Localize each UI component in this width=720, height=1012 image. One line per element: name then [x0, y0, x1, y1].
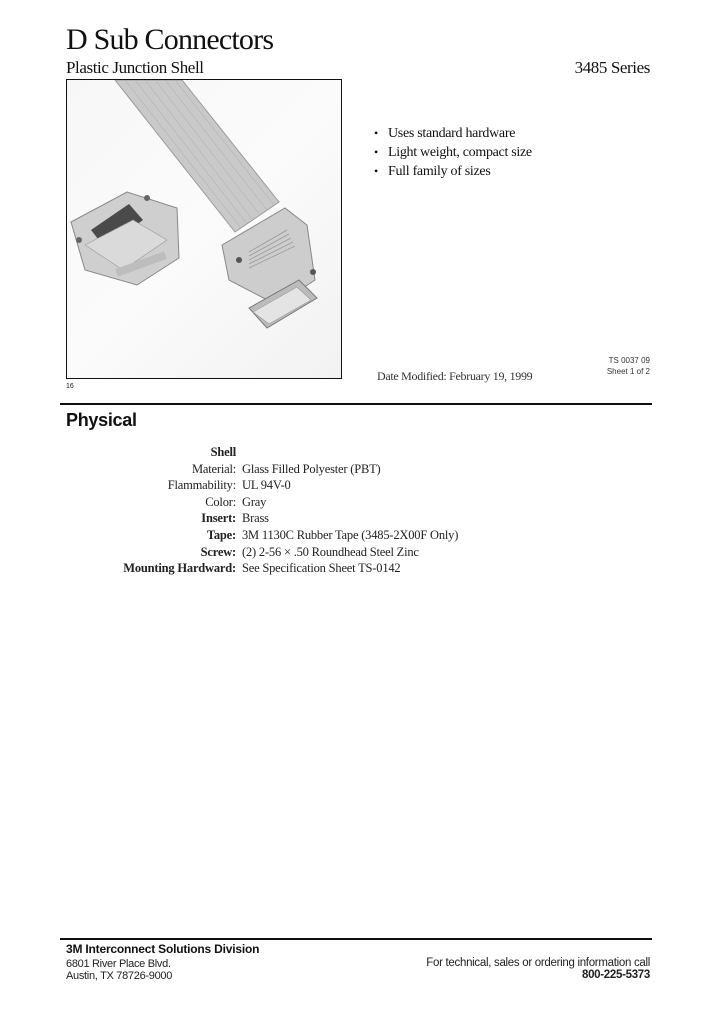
feature-item: • Uses standard hardware: [374, 126, 516, 141]
spec-row: Screw: (2) 2-56 × .50 Roundhead Steel Zinc: [200, 544, 419, 559]
doc-number: TS 0037 09: [608, 356, 650, 365]
spec-row: Color: Gray: [205, 494, 267, 509]
footer-contact: [426, 957, 650, 981]
series-label: 3485 Series: [574, 58, 650, 77]
page-title: D Sub Connectors: [66, 23, 274, 56]
feature-item: • Full family of sizes: [374, 164, 491, 179]
bullet-icon: •: [374, 164, 378, 178]
date-modified: Date Modified: February 19, 1999: [377, 369, 533, 383]
contact-text: For technical, sales or ordering information call: [426, 957, 650, 969]
footer-company: 3M Interconnect Solutions Division: [66, 942, 260, 956]
bullet-icon: •: [374, 145, 378, 159]
spec-row: Flammability: UL 94V-0: [167, 478, 291, 493]
section-title-physical: Physical: [66, 410, 137, 430]
spec-row: Tape: 3M 1130C Rubber Tape (3485-2X00F Only): [206, 527, 459, 542]
footer-address: 6801 River Place Blvd. Austin, TX 78726-9000: [66, 958, 173, 982]
footer-divider: [60, 938, 652, 940]
page-number: 16: [66, 383, 74, 390]
spec-row: Mounting Hardward: See Specification Sheet TS-0142: [123, 561, 401, 576]
connector-photo: [66, 79, 342, 379]
physical-specs: [110, 444, 458, 577]
connector-illustration-icon: [67, 80, 341, 378]
feature-list: [374, 124, 532, 181]
bullet-icon: •: [374, 126, 378, 140]
sheet-number: Sheet 1 of 2: [606, 367, 650, 376]
doc-info: [607, 355, 650, 377]
section-divider: [60, 403, 652, 405]
phone-number: 800-225-5373: [581, 969, 650, 981]
spec-row: Shell: [210, 445, 236, 459]
page-subtitle: Plastic Junction Shell: [66, 58, 204, 77]
spec-row: Material: Glass Filled Polyester (PBT): [191, 461, 381, 476]
feature-item: • Light weight, compact size: [374, 145, 532, 160]
spec-row: Insert: Brass: [201, 511, 269, 526]
